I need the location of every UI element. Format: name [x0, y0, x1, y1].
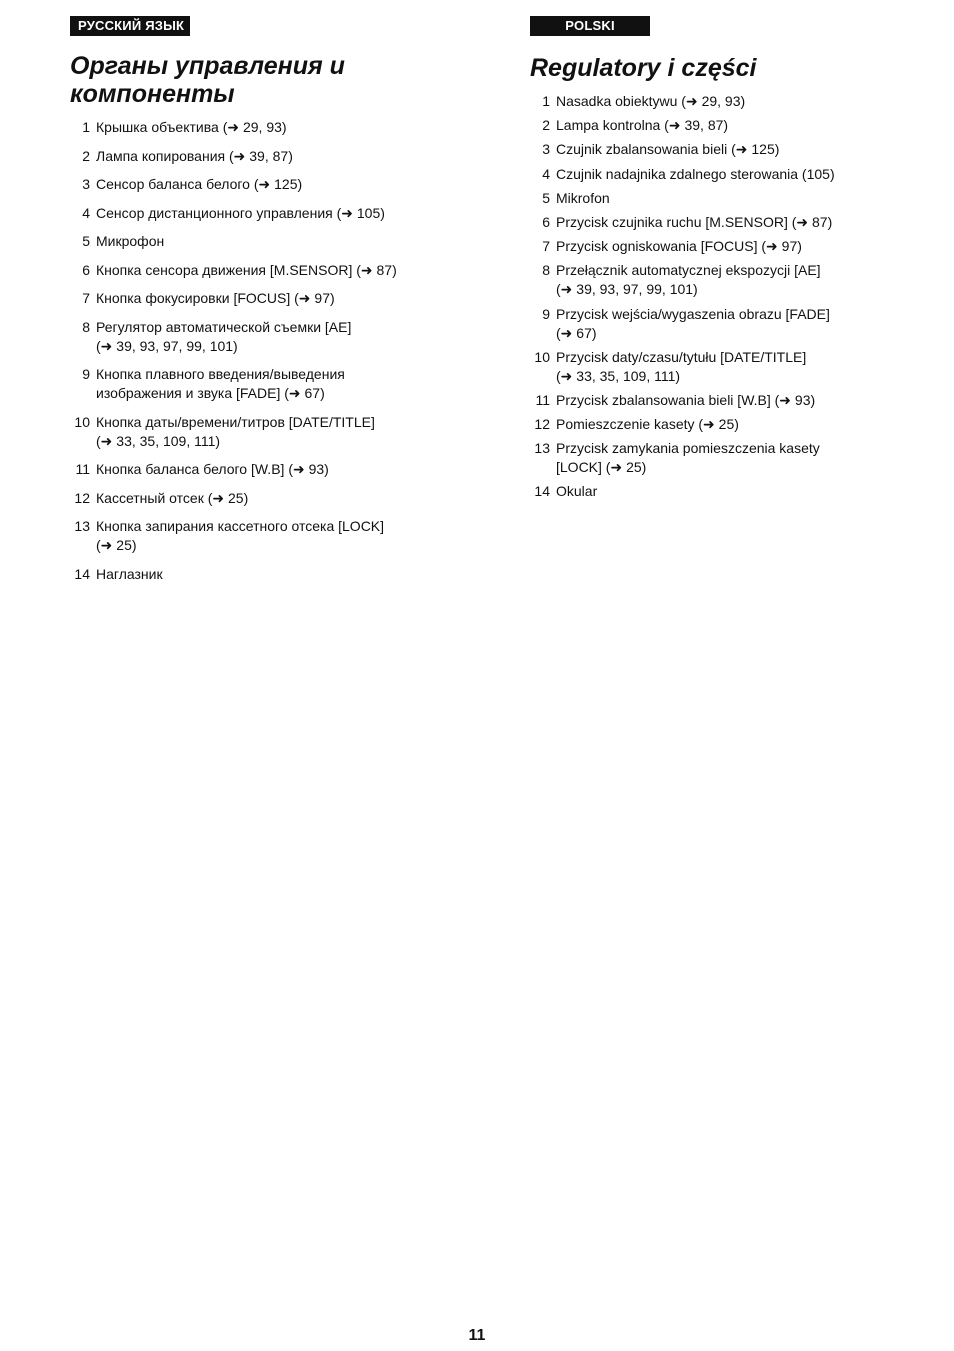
section-title-russian: Органы управления и компоненты	[70, 52, 345, 108]
item-number: 11	[75, 461, 90, 477]
item-text: Okular	[556, 483, 598, 500]
item-text: Кнопка сенсора движения [M.SENSOR] (➜ 87)	[96, 261, 397, 278]
item-text: Przycisk ogniskowania [FOCUS] (➜ 97)	[556, 238, 802, 255]
item-text: Nasadka obiektywu (➜ 29, 93)	[556, 93, 746, 109]
list-item	[70, 147, 470, 166]
section-title-polish: Regulatory i części	[530, 54, 757, 82]
item-number: 2	[542, 117, 550, 134]
item-text: Mikrofon	[556, 189, 610, 206]
item-number: 4	[82, 204, 90, 221]
list-item	[530, 116, 910, 135]
item-number: 5	[542, 189, 550, 206]
list-item	[530, 189, 910, 208]
list-item	[70, 289, 470, 308]
list-item	[530, 92, 910, 111]
item-text: Кассетный отсек (➜ 25)	[96, 489, 249, 506]
polish-column	[530, 16, 910, 507]
list-item	[70, 365, 470, 403]
item-text: Регулятор автоматической съемки [AE] (➜ 39, 93, 97, 99, 101)	[96, 318, 352, 354]
item-number: 12	[74, 489, 90, 506]
item-number: 1	[542, 93, 550, 109]
item-number: 7	[82, 290, 90, 306]
item-text: Przycisk zamykania pomieszczenia kasety [LOCK] (➜ 25)	[556, 440, 820, 476]
item-number: 3	[542, 141, 550, 158]
item-number: 1	[82, 119, 90, 135]
list-item	[70, 261, 470, 280]
item-text: Przycisk wejścia/wygaszenia obrazu [FADE] (➜ 67)	[556, 305, 830, 341]
item-number: 8	[82, 318, 90, 335]
list-item	[70, 118, 470, 137]
item-number: 7	[542, 238, 550, 255]
item-number: 3	[82, 176, 90, 192]
list-item	[530, 165, 910, 184]
list-item	[70, 413, 470, 451]
item-text: Przycisk czujnika ruchu [M.SENSOR] (➜ 87)	[556, 213, 833, 230]
list-item	[530, 415, 910, 434]
item-text: Кнопка фокусировки [FOCUS] (➜ 97)	[96, 290, 335, 306]
item-text: Сенсор баланса белого (➜ 125)	[96, 176, 303, 192]
list-item	[530, 305, 910, 343]
item-number: 2	[82, 147, 90, 164]
page-number: 11	[468, 1327, 486, 1344]
item-text: Сенсор дистанционного управления (➜ 105)	[96, 204, 385, 221]
list-item	[530, 237, 910, 256]
list-item	[70, 489, 470, 508]
list-item	[70, 232, 470, 251]
item-number: 10	[74, 413, 90, 430]
item-number: 5	[82, 233, 90, 249]
list-item	[70, 175, 470, 194]
list-item	[70, 318, 470, 356]
item-number: 9	[542, 305, 550, 322]
list-item	[70, 460, 470, 479]
item-number: 13	[74, 518, 90, 534]
item-number: 4	[542, 165, 550, 182]
list-item	[70, 517, 470, 555]
list-item	[70, 204, 470, 223]
list-item	[70, 565, 470, 584]
list-item	[530, 140, 910, 159]
item-number: 10	[534, 348, 550, 365]
list-item	[530, 213, 910, 232]
item-number: 12	[534, 416, 550, 433]
item-text: Lampa kontrolna (➜ 39, 87)	[556, 117, 729, 134]
item-text: Pomieszczenie kasety (➜ 25)	[556, 416, 739, 433]
language-badge-polish: POLSKI	[530, 16, 650, 36]
item-number: 11	[535, 391, 550, 408]
list-item	[530, 439, 910, 477]
item-text: Кнопка запирания кассетного отсека [LOCK] (➜ 25)	[96, 518, 385, 553]
item-number: 8	[542, 262, 550, 279]
item-text: Кнопка даты/времени/титров [DATE/TITLE] (➜ 33, 35, 109, 111)	[96, 413, 375, 449]
item-text: Przycisk zbalansowania bieli [W.B] (➜ 93)	[556, 391, 816, 408]
list-item	[530, 261, 910, 299]
parts-list-polish	[530, 92, 910, 501]
item-number: 6	[82, 261, 90, 278]
parts-list-russian	[70, 118, 470, 584]
item-number: 9	[82, 366, 90, 382]
item-text: Czujnik zbalansowania bieli (➜ 125)	[556, 141, 780, 158]
item-number: 14	[74, 565, 90, 582]
russian-column	[70, 16, 470, 593]
list-item	[530, 391, 910, 410]
list-item	[530, 482, 910, 501]
item-text: Микрофон	[96, 233, 165, 249]
item-text: Czujnik nadajnika zdalnego sterowania (105)	[556, 165, 835, 182]
item-number: 14	[534, 483, 550, 500]
item-text: Лампа копирования (➜ 39, 87)	[96, 147, 293, 164]
list-item	[530, 348, 910, 386]
item-number: 6	[542, 213, 550, 230]
item-text: Кнопка плавного введения/выведения изображения и звука [FADE] (➜ 67)	[96, 366, 345, 401]
item-text: Przełącznik automatycznej ekspozycji [AE] (➜ 39, 93, 97, 99, 101)	[556, 262, 821, 298]
language-badge-russian: РУССКИЙ ЯЗЫК	[70, 16, 190, 36]
item-number: 13	[534, 440, 550, 457]
item-text: Przycisk daty/czasu/tytułu [DATE/TITLE] (➜ 33, 35, 109, 111)	[556, 348, 807, 384]
item-text: Крышка объектива (➜ 29, 93)	[96, 119, 287, 135]
item-text: Кнопка баланса белого [W.B] (➜ 93)	[96, 461, 329, 477]
item-text: Наглазник	[96, 565, 163, 582]
